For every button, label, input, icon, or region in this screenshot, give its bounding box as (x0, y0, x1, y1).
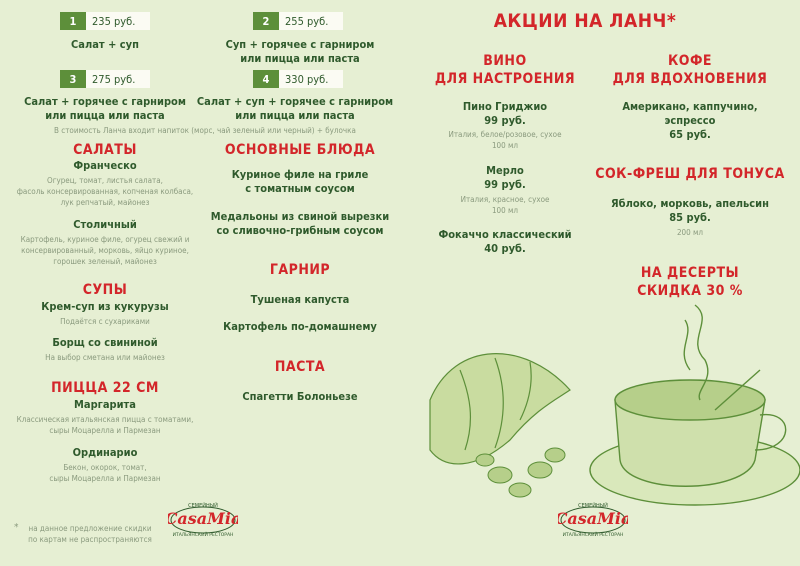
pizza-heading: ПИЦЦА 22 СМ (51, 380, 159, 396)
dessert-offer: НА ДЕСЕРТЫ СКИДКА 30 % (637, 265, 743, 299)
combo-number: 4 (253, 70, 279, 88)
juice-item: Яблоко, морковь, апельсин 85 руб. (611, 197, 769, 224)
combo-price: 275 руб. (86, 70, 150, 88)
croissant-icon (430, 354, 570, 464)
combo-price: 330 руб. (279, 70, 343, 88)
combo-number: 3 (60, 70, 86, 88)
wine-desc: Италия, белое/розовое, сухое 100 мл (448, 130, 562, 150)
combo-number: 1 (60, 12, 86, 30)
pizza-name: Маргарита (74, 398, 136, 411)
coffee-beans-icon (476, 448, 565, 497)
combo-price: 235 руб. (86, 12, 150, 30)
salad-desc: Картофель, куриное филе, огурец свежий и консервированный, морковь, яйцо куриное, горошек зеленый, майонез (20, 235, 190, 266)
garnish-item: Тушеная капуста (250, 293, 350, 306)
soup-desc: Подаётся с сухариками (60, 317, 150, 326)
promo-title: АКЦИИ НА ЛАНЧ* (493, 10, 677, 32)
combo-1-badge (60, 12, 150, 30)
soup-name: Борщ со свининой (52, 336, 158, 349)
main-dish: Куриное филе на гриле с томатным соусом (231, 168, 369, 195)
pizza-desc: Классическая итальянская пицца с томатами, сыры Моцарелла и Пармезан (16, 415, 194, 435)
combo-3-badge (60, 70, 150, 88)
coffee-heading: КОФЕ ДЛЯ ВДОХНОВЕНИЯ (612, 53, 768, 87)
logo-sub: ИТАЛЬЯНСКИЙ РЕСТОРАН (562, 533, 624, 538)
salad-desc: Огурец, томат, листья салата, фасоль консервированная, копченая колбаса, лук репчатый, майонез (16, 176, 194, 207)
logo-brand: CasaMia (558, 509, 628, 528)
combo-3-text: Салат + горячее с гарниром или пицца или паста (24, 95, 186, 122)
mains-heading: ОСНОВНЫЕ БЛЮДА (224, 142, 376, 158)
wine-item: Пино Гриджио 99 руб. (462, 100, 548, 127)
coffee-cup-icon (590, 305, 800, 505)
combo-1-text: Салат + суп (71, 38, 139, 51)
combo-price: 255 руб. (279, 12, 343, 30)
pasta-item: Спагетти Болоньезе (242, 390, 358, 403)
garnish-item: Картофель по-домашнему (223, 320, 377, 333)
lunch-note: В стоимость Ланча входит напиток (морс, чай зеленый или черный) + булочка (54, 126, 356, 135)
salad-name: Франческо (73, 159, 137, 172)
wine-item: Мерло 99 руб. (484, 164, 526, 191)
juice-desc: 200 мл (676, 228, 704, 237)
combo-2-badge (253, 12, 343, 30)
focaccia-item: Фокаччо классический 40 руб. (438, 228, 572, 255)
pasta-heading: ПАСТА (274, 359, 326, 375)
combo-2-text: Суп + горячее с гарниром или пицца или паста (225, 38, 375, 65)
footnote-mark: * (14, 522, 19, 533)
coffee-item: Американо, каппучино, эспрессо 65 руб. (622, 100, 758, 141)
salad-name: Столичный (73, 218, 137, 231)
garnish-heading: ГАРНИР (269, 262, 331, 278)
logo-small: СЕМЕЙНЫЙ (578, 503, 608, 509)
soup-name: Крем-суп из кукурузы (41, 300, 169, 313)
footnote-text: на данное предложение скидки по картам не распространяются (28, 524, 152, 544)
combo-number: 2 (253, 12, 279, 30)
logo-brand: CasaMia (168, 509, 238, 528)
soups-heading: СУПЫ (82, 282, 128, 298)
logo-small: СЕМЕЙНЫЙ (188, 503, 218, 509)
soup-desc: На выбор сметана или майонез (45, 353, 165, 362)
salads-heading: САЛАТЫ (73, 142, 137, 158)
juice-heading: СОК-ФРЕШ ДЛЯ ТОНУСА (595, 166, 785, 182)
main-dish: Медальоны из свиной вырезки со сливочно-грибным соусом (210, 210, 390, 237)
logo-graphic (168, 498, 238, 538)
casamia-logo (168, 498, 238, 538)
logo-sub: ИТАЛЬЯНСКИЙ РЕСТОРАН (172, 533, 234, 538)
combo-4-text: Салат + суп + горячее с гарниром или пицца или паста (196, 95, 394, 122)
wine-heading: ВИНО ДЛЯ НАСТРОЕНИЯ (434, 53, 576, 87)
casamia-logo-right (558, 498, 628, 538)
pizza-desc: Бекон, окорок, томат, сыры Моцарелла и Пармезан (49, 463, 161, 483)
combo-4-badge (253, 70, 343, 88)
logo-graphic (558, 498, 628, 538)
pizza-name: Ординарио (72, 446, 138, 459)
wine-desc: Италия, красное, сухое 100 мл (460, 195, 550, 215)
